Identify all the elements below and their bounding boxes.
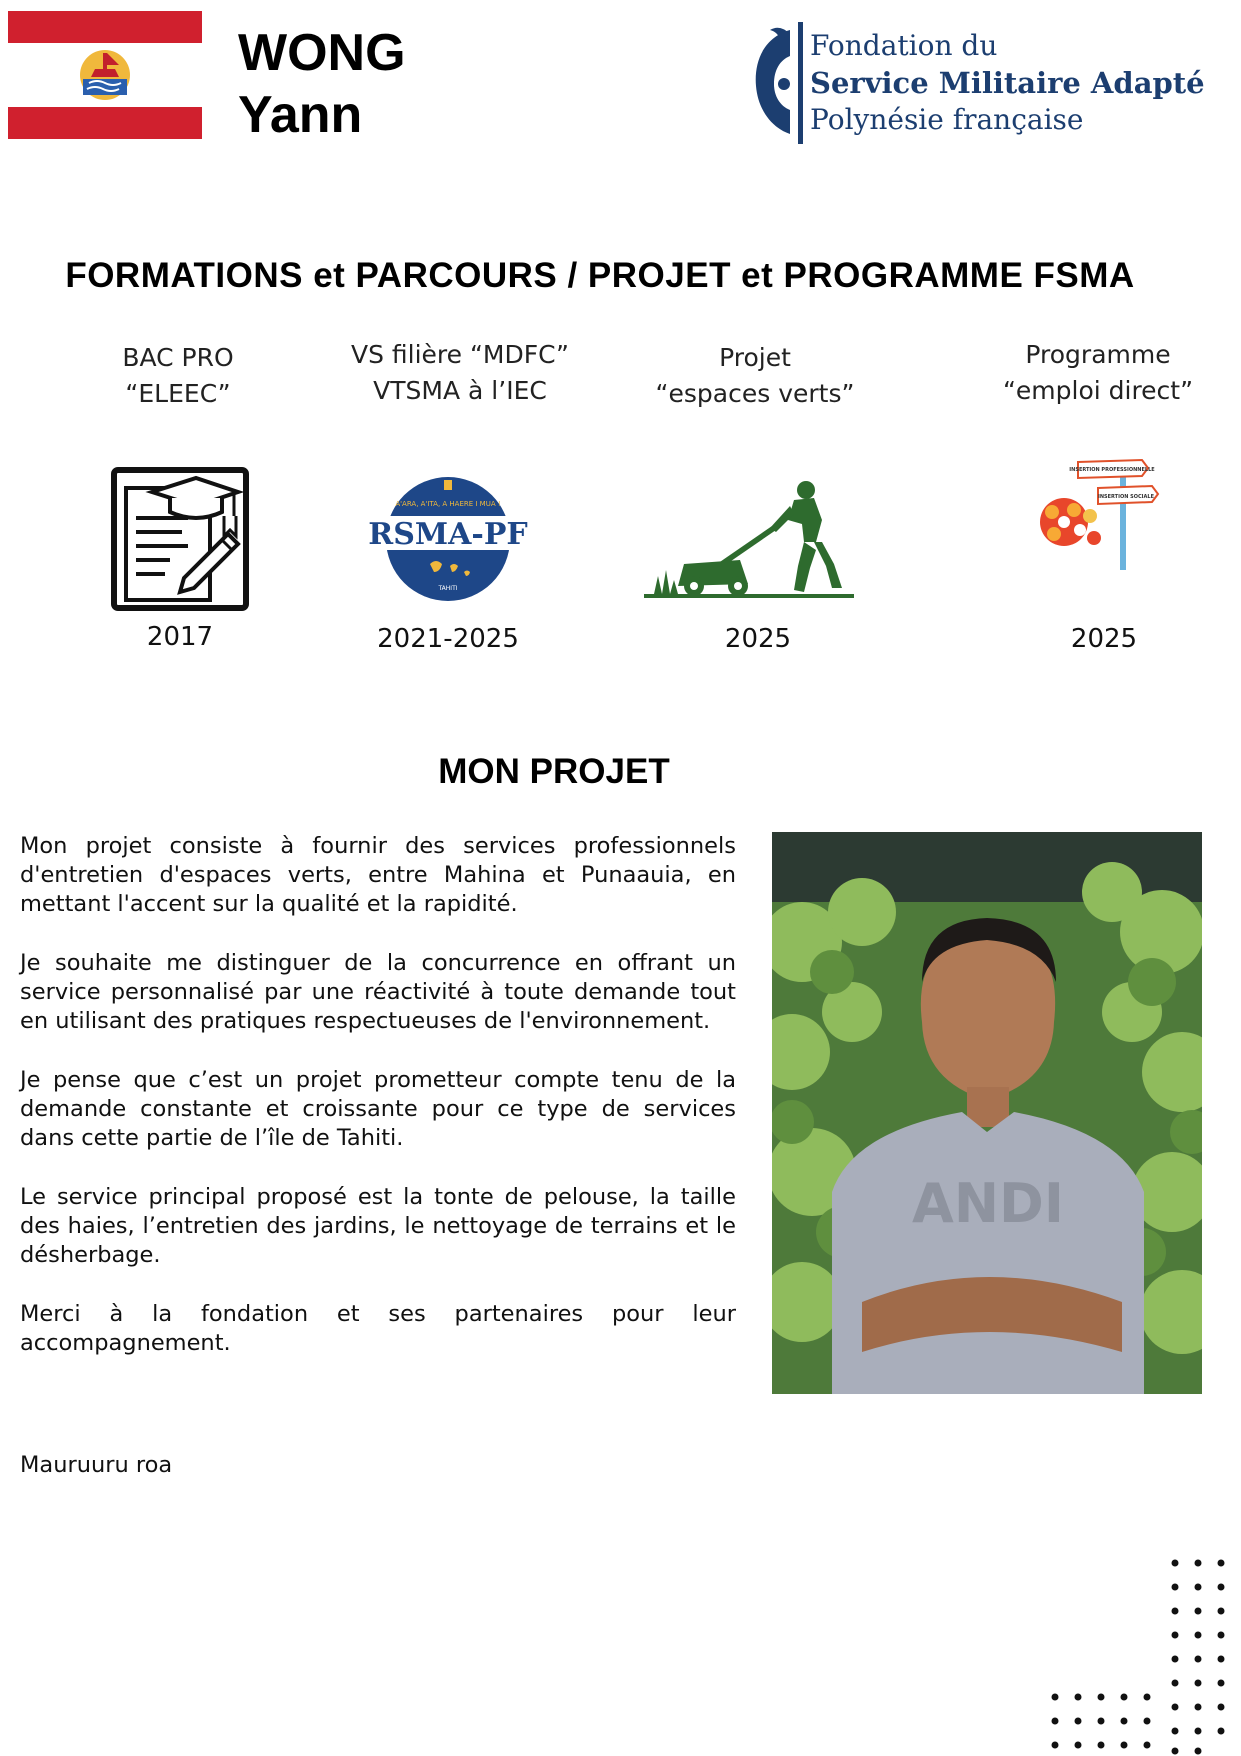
formation-2-line-2: VTSMA à l’IEC	[373, 376, 547, 405]
formation-label-1	[28, 340, 328, 412]
projet-title: MON PROJET	[438, 752, 670, 791]
projet-paragraph-1: Mon projet consiste à fournir des services professionnels d'entretien d'espaces verts, entre Mahina et Punaauia, en mettant l'accent sur la qualité et la rapidité.	[20, 833, 736, 917]
formation-3-line-1: Projet	[719, 343, 791, 372]
logo-line-3: Polynésie française	[810, 103, 1084, 136]
lawn-mower-icon	[644, 480, 854, 600]
formation-1-line-1: BAC PRO	[122, 343, 234, 372]
signpost-icon	[1030, 456, 1160, 572]
projet-paragraph-5: Merci à la fondation et ses partenaires pour leur accompagnement.	[20, 1301, 736, 1356]
portrait-photo	[772, 832, 1202, 1394]
decorative-dots	[1040, 1555, 1240, 1755]
logo-line-1: Fondation du	[810, 29, 998, 62]
formation-label-2	[310, 337, 610, 409]
signpost-sign-2: INSERTION SOCIALE	[1098, 494, 1154, 500]
helmet-emblem-icon	[750, 20, 808, 144]
formation-year-1: 2017	[146, 622, 214, 652]
formation-label-4	[948, 337, 1241, 409]
logo-line-2: Service Militaire Adapté	[810, 66, 1205, 100]
person-name	[238, 22, 498, 146]
projet-paragraph-3: Je pense que c’est un projet prometteur compte tenu de la demande constante et croissante pour ce type de services dans cette partie de l’île de Tahiti.	[20, 1067, 736, 1151]
shirt-text: ANDI	[912, 1172, 1064, 1235]
formation-year-3: 2025	[724, 624, 792, 654]
projet-text	[20, 832, 736, 1388]
rsma-pf-badge-icon	[368, 474, 528, 604]
formations-title: FORMATIONS et PARCOURS / PROJET et PROGRAMME FSMA	[65, 256, 1135, 295]
formation-4-line-1: Programme	[1025, 340, 1171, 369]
french-polynesia-flag-icon	[8, 11, 202, 139]
last-name: WONG	[238, 24, 406, 82]
closing-text: Mauruuru roa	[20, 1452, 173, 1478]
formation-year-4: 2025	[1070, 624, 1138, 654]
diploma-icon	[110, 466, 250, 612]
projet-paragraph-4: Le service principal proposé est la tonte de pelouse, la taille des haies, l’entretien des jardins, le nettoyage de terrains et le désherbage.	[20, 1184, 736, 1268]
formation-3-line-2: “espaces verts”	[655, 379, 855, 408]
badge-name: RSMA-PF	[368, 517, 528, 552]
first-name: Yann	[238, 86, 363, 144]
signpost-sign-1: INSERTION PROFESSIONNELLE	[1069, 467, 1155, 473]
formation-label-3	[605, 340, 905, 412]
formation-4-line-2: “emploi direct”	[1002, 376, 1194, 405]
badge-motto: A'ARA, A'ITA, A HAERE I MUA !	[395, 500, 501, 508]
formation-1-line-2: “ELEEC”	[125, 379, 231, 408]
fsma-logo	[750, 18, 1230, 146]
projet-paragraph-2: Je souhaite me distinguer de la concurrence en offrant un service personnalisé par une réactivité à toute demande tout en utilisant des pratiques respectueuses de l'environnement.	[20, 950, 736, 1034]
formation-2-line-1: VS filière “MDFC”	[350, 340, 570, 369]
formation-year-2: 2021-2025	[377, 624, 519, 654]
badge-place: TAHITI	[438, 585, 458, 592]
